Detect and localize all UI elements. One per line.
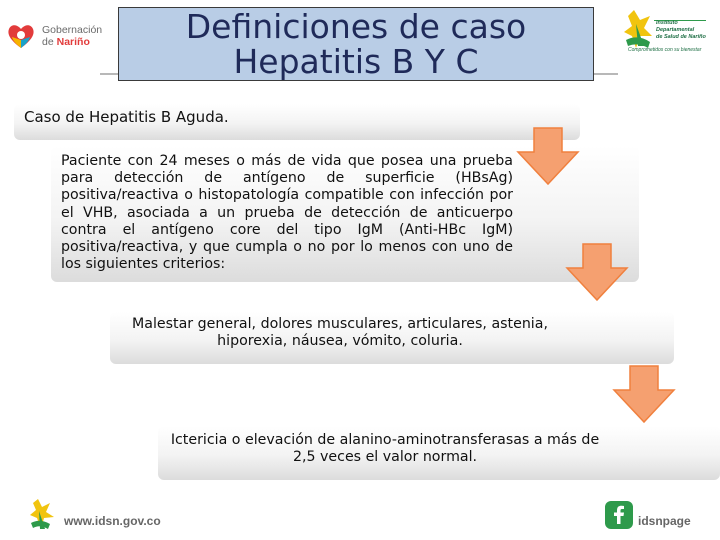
institute-name-line1: Instituto: [656, 20, 678, 26]
gobernacion-logo-line1: Gobernación: [42, 24, 103, 36]
website-link[interactable]: www.idsn.gov.co: [64, 514, 161, 528]
header-rule-right: [594, 73, 618, 75]
criterion-2-text: Ictericia o elevación de alanino-aminotransferasas a más de 2,5 veces el valor normal.: [170, 432, 600, 465]
criterion-1-text: Malestar general, dolores musculares, articulares, astenia, hiporexia, náusea, vómito, coluria.: [132, 316, 548, 349]
case-definition-text: Paciente con 24 meses o más de vida que posea una prueba para detección de antígeno de superficie (HBsAg) positiva/reactiva o histopatología compatible con infección por el VHB, asociada a un prueba de detección de anticuerpo contra el antígeno core del tipo IgM (Anti-HBc IgM) positiva/reactiva, y que cumpla o no por lo menos con uno de los siguientes criterios:: [61, 153, 513, 273]
heart-logo-icon: [6, 21, 36, 51]
institute-name-line3: de Salud de Nariño: [656, 34, 706, 40]
gobernacion-logo-line2: [42, 36, 102, 48]
down-arrow-icon: [565, 242, 629, 302]
gobernacion-logo-prefix: de: [42, 36, 57, 48]
header-rule-left: [100, 73, 120, 75]
institute-name-line2: Departamental: [656, 27, 695, 33]
gobernacion-logo: [6, 16, 116, 56]
page-title-line1: Definiciones de caso: [185, 7, 527, 46]
footer-institute-logo-icon: [28, 497, 60, 533]
case-heading: Caso de Hepatitis B Aguda.: [24, 108, 229, 126]
facebook-icon[interactable]: [604, 500, 634, 530]
institute-tagline: Comprometidos con su bienestar: [628, 47, 702, 53]
down-arrow-icon: [516, 126, 580, 186]
down-arrow-icon: [612, 364, 676, 424]
institute-name: [656, 20, 706, 41]
gobernacion-logo-text: [42, 24, 102, 48]
facebook-page-link[interactable]: idsnpage: [638, 514, 691, 528]
gobernacion-logo-brand: Nariño: [56, 36, 90, 48]
page-title-line2: Hepatitis B Y C: [233, 42, 479, 81]
page-title: [118, 7, 594, 81]
